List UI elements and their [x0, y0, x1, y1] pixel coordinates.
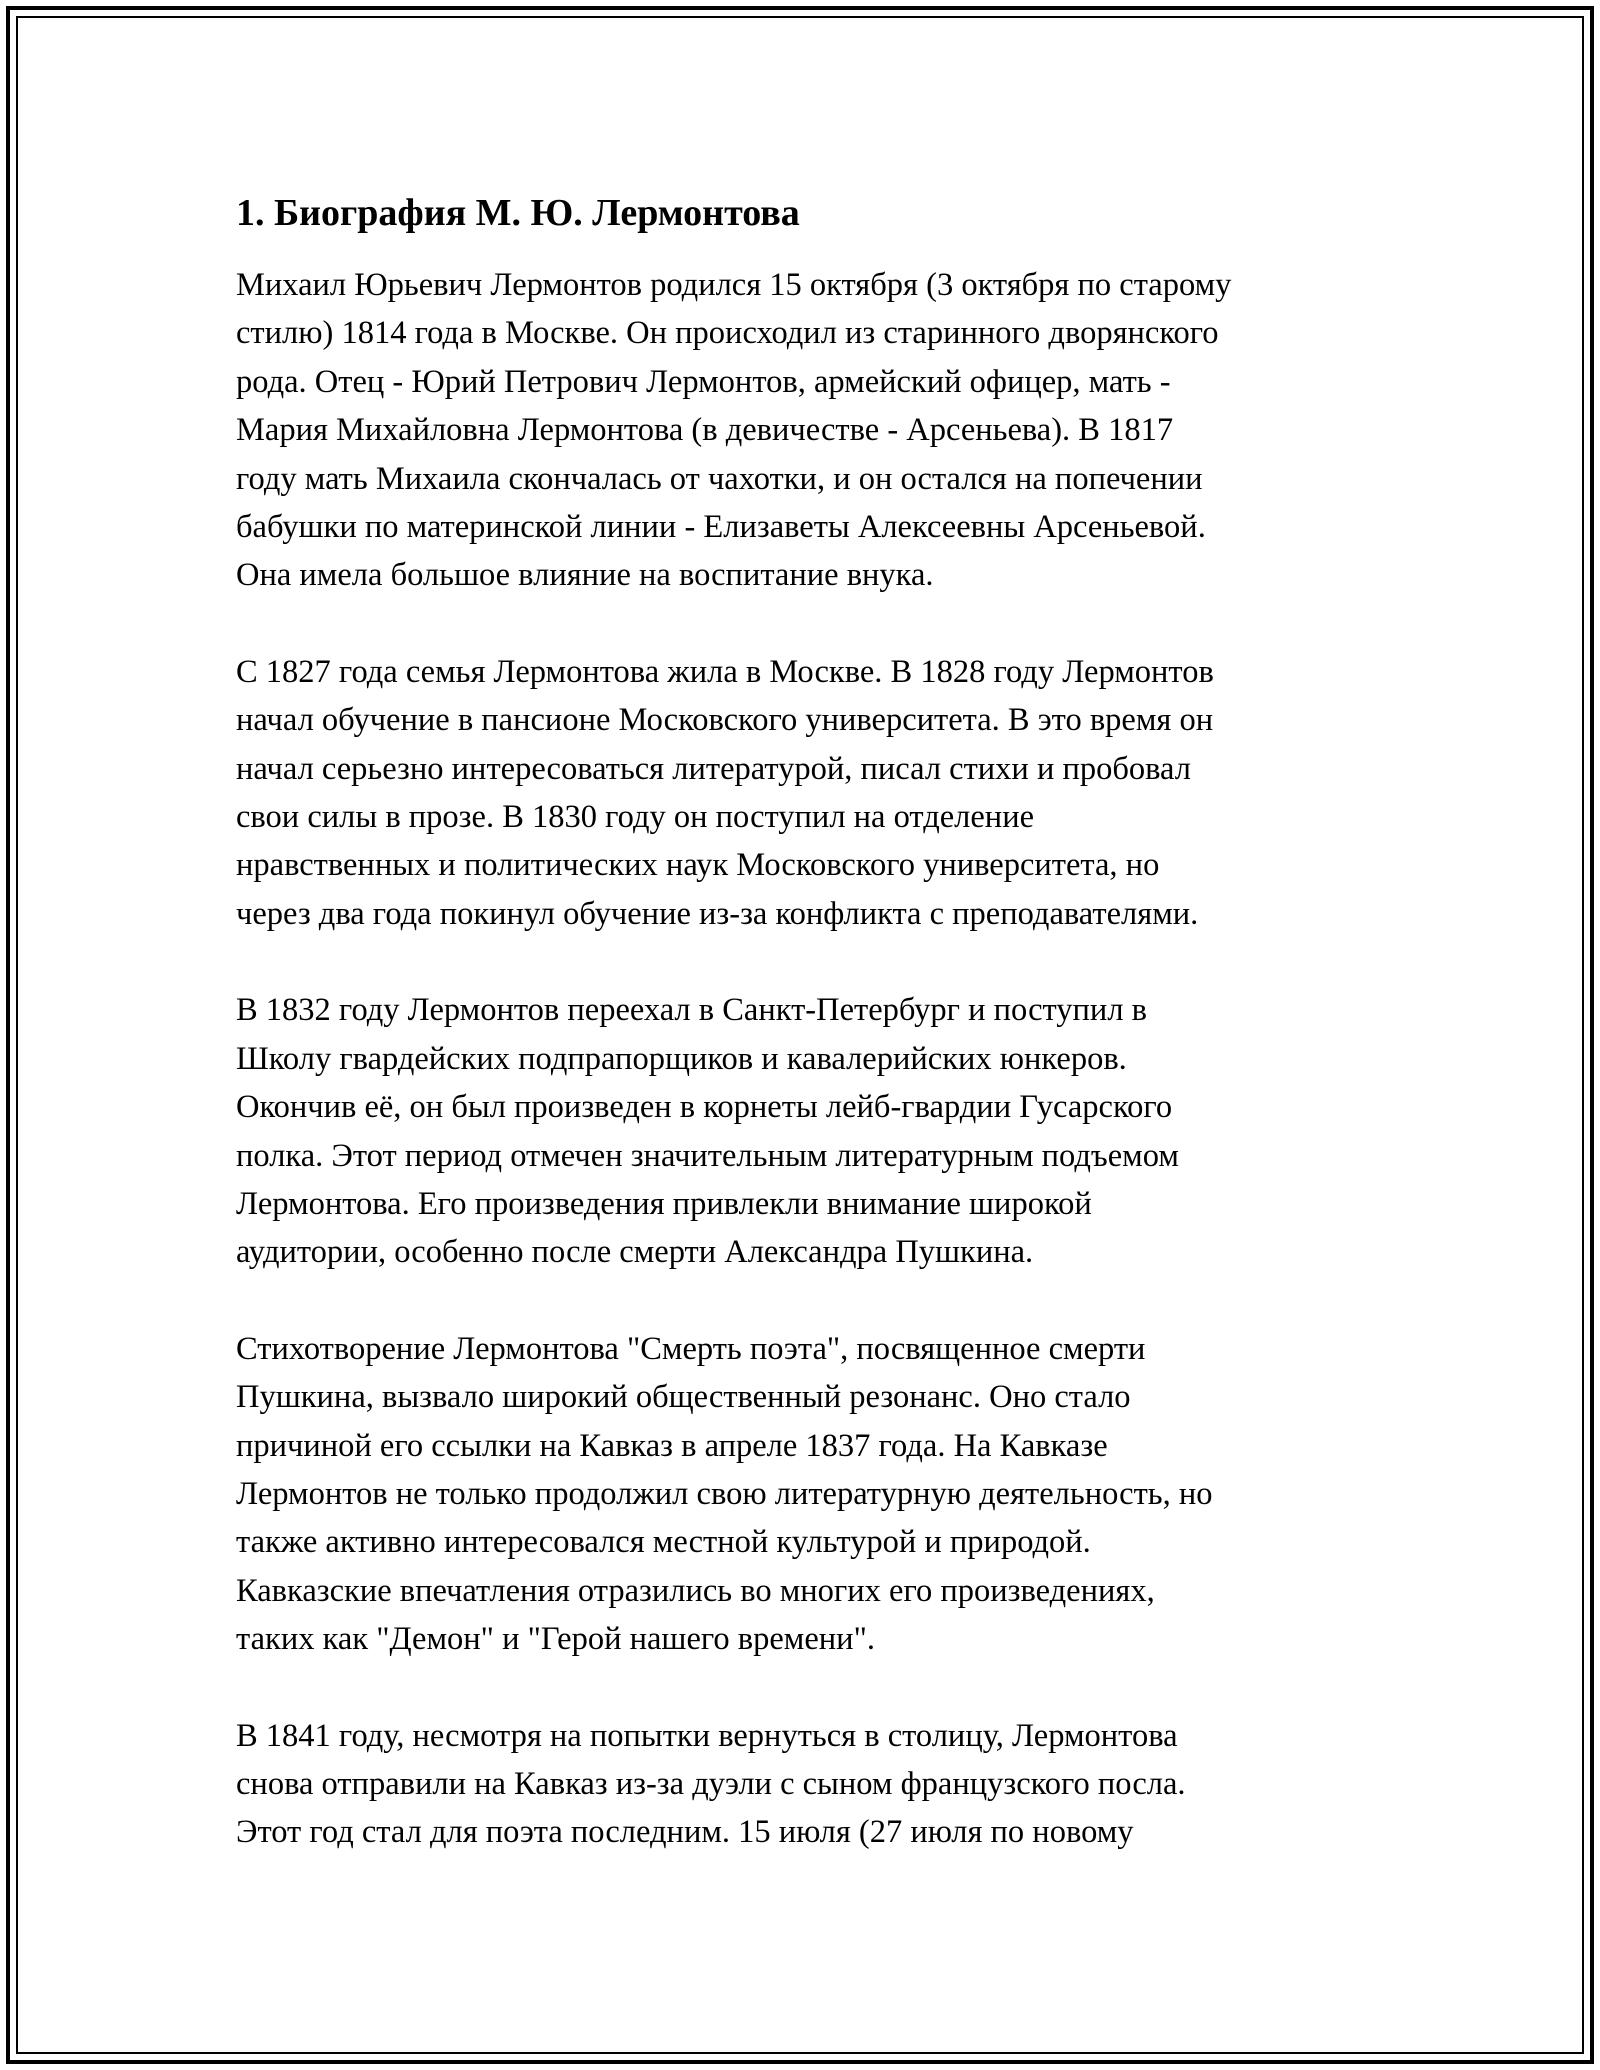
text-line: через два года покинул обучение из-за конфликта с преподавателями. — [236, 895, 1199, 932]
text-line: таких как "Демон" и "Герой нашего времени". — [236, 1621, 875, 1658]
text-line: нравственных и политических наук Московского университета, но — [236, 847, 1160, 884]
section-heading: 1. Биография М. Ю. Лермонтова — [236, 192, 800, 234]
text-line: также активно интересовался местной культурой и природой. — [236, 1524, 1091, 1561]
text-line: году мать Михаила скончалась от чахотки, и он остался на попечении — [236, 460, 1203, 497]
paragraph-caucasus — [236, 1325, 1396, 1664]
text-line: Она имела большое влияние на воспитание внука. — [236, 557, 934, 594]
paragraph-final-year — [236, 1712, 1396, 1857]
text-line: начал обучение в пансионе Московского университета. В это время он — [236, 702, 1214, 739]
text-line: стилю) 1814 года в Москве. Он происходил из старинного дворянского — [236, 315, 1219, 352]
paragraph-petersburg — [236, 986, 1396, 1276]
text-line: рода. Отец - Юрий Петрович Лермонтов, армейский офицер, мать - — [236, 363, 1171, 400]
text-line: Пушкина, вызвало широкий общественный резонанс. Оно стало — [236, 1379, 1131, 1416]
text-line: причиной его ссылки на Кавказ в апреле 1837 года. На Кавказе — [236, 1427, 1108, 1464]
text-line: свои силы в прозе. В 1830 году он поступил на отделение — [236, 799, 1035, 836]
text-line: Лермонтов не только продолжил свою литературную деятельность, но — [236, 1475, 1213, 1512]
text-line: аудитории, особенно после смерти Александра Пушкина. — [236, 1234, 1034, 1271]
text-line: В 1832 году Лермонтов переехал в Санкт-Петербург и поступил в — [236, 992, 1148, 1029]
text-line: бабушки по материнской линии - Елизаветы Алексеевны Арсеньевой. — [236, 509, 1206, 546]
text-line: Этот год стал для поэта последним. 15 июля (27 июля по новому — [236, 1814, 1134, 1851]
text-line: полка. Этот период отмечен значительным литературным подъемом — [236, 1137, 1179, 1174]
text-line: Окончив её, он был произведен в корнеты лейб-гвардии Гусарского — [236, 1089, 1173, 1126]
text-line: Школу гвардейских подпрапорщиков и кавалерийских юнкеров. — [236, 1040, 1127, 1077]
text-line: снова отправили на Кавказ из-за дуэли с сыном французского посла. — [236, 1765, 1186, 1802]
document-body — [236, 188, 1396, 1857]
text-line: начал серьезно интересоваться литературой, писал стихи и пробовал — [236, 750, 1191, 787]
text-line: Мария Михайловна Лермонтова (в девичестве - Арсеньева). В 1817 — [236, 412, 1174, 449]
text-line: Кавказские впечатления отразились во многих его произведениях, — [236, 1572, 1155, 1609]
text-line: Михаил Юрьевич Лермонтов родился 15 октября (3 октября по старому — [236, 267, 1232, 303]
text-line: Стихотворение Лермонтова "Смерть поэта", посвященное смерти — [236, 1330, 1146, 1367]
paragraph-early-life — [236, 261, 1396, 600]
text-line: Лермонтова. Его произведения привлекли внимание широкой — [236, 1185, 1092, 1222]
paragraph-education — [236, 648, 1396, 938]
text-line: С 1827 года семья Лермонтова жила в Москве. В 1828 году Лермонтов — [236, 653, 1214, 690]
text-line: В 1841 году, несмотря на попытки вернуться в столицу, Лермонтова — [236, 1717, 1178, 1754]
